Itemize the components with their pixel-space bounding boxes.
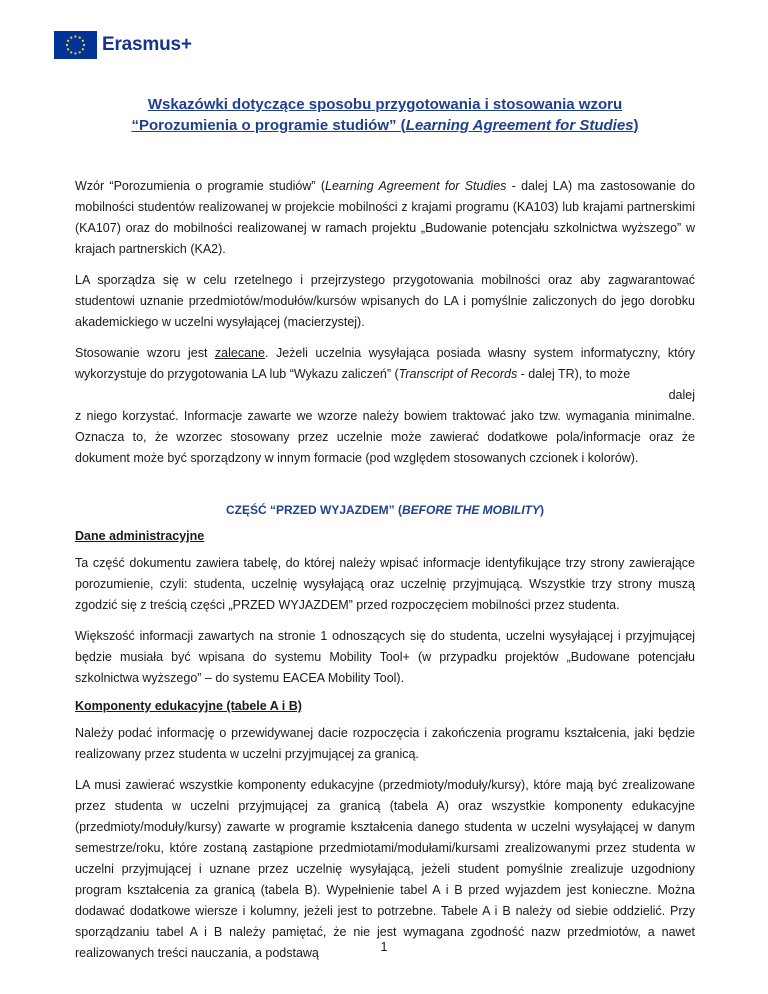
admin-paragraph-2: Większość informacji zawartych na stronie 1 odnoszących się do studenta, uczelni wysyłającej i przyjmującej będzie musiała być wpisana do systemu Mobility Tool+ (w przypadku projektów „Budowane potencjału szkolnictwa wyższego” – do systemu EACEA Mobility Tool). bbox=[75, 629, 695, 685]
intro-paragraph-3: Stosowanie wzoru jest zalecane. Jeżeli uczelnia wysyłająca posiada własny system informatyczny, który wykorzystuje do przygotowania LA lub “Wykazu zaliczeń” (Transcript of Records - dalej TR), to może dalej z niego korzystać. Informacje zawarte we wzorze należy bowiem traktować jako tzw. wymagania minimalne. Oznacza to, że wzorzec stosowany przez uczelnie może zawierać dodatkowe pola/informacje oraz że dokument może być sporządzony w innym formacie (pod względem stosowanych czcionek i kolorów). bbox=[75, 346, 695, 465]
subheading-administrative-data: Dane administracyjne bbox=[75, 529, 205, 543]
eu-flag-icon bbox=[54, 31, 97, 59]
document-body bbox=[75, 94, 695, 964]
brand-name: Erasmus+ bbox=[102, 34, 192, 55]
components-paragraph-1: Należy podać informację o przewidywanej dacie rozpoczęcia i zakończenia programu kształcenia, jaki będzie realizowany przez studenta w uczelni przyjmującej za granicą. bbox=[75, 726, 695, 761]
document-title bbox=[75, 94, 695, 136]
intro-paragraph-1: Wzór “Porozumienia o programie studiów” (Learning Agreement for Studies - dalej LA) ma zastosowanie do mobilności studentów realizowanej w projekcie mobilności z krajami programu (KA103) lub krajami partnerskimi (KA107) oraz do mobilności realizowanej w ramach projektu „Budowanie potencjału szkolnictwa wyższego” w krajach partnerskich (KA2). bbox=[75, 179, 695, 256]
subheading-educational-components: Komponenty edukacyjne (tabele A i B) bbox=[75, 699, 302, 713]
admin-paragraph-1: Ta część dokumentu zawiera tabelę, do której należy wpisać informacje identyfikujące trzy strony zawierające porozumienie, czyli: studenta, uczelnię wysyłającą oraz uczelnię przyjmującą. Wszystkie trzy strony muszą zgodzić się z treścią części „PRZED WYJAZDEM” przed rozpoczęciem mobilności przez studenta. bbox=[75, 556, 695, 612]
title-line-1: Wskazówki dotyczące sposobu przygotowania i stosowania wzoru bbox=[147, 96, 623, 113]
erasmus-logo bbox=[54, 31, 192, 59]
intro-paragraph-3-stretch: dalej bbox=[668, 388, 695, 402]
components-paragraph-2: LA musi zawierać wszystkie komponenty edukacyjne (przedmioty/moduły/kursy), które mają być zrealizowane przez studenta w uczelni przyjmującej za granicą (tabela A) oraz wszystkie komponenty edukacyjne (przedmioty/moduły/kursy) zawarte w programie kształcenia danego studenta w uczelni wysyłającej w danym semestrze/roku, które zostaną zastąpione przedmiotami/modułami/kursami zrealizowanymi przez studenta w uczelni przyjmującej i uznane przez uczelnię wysyłającą, jeżeli student pomyślnie zrealizuje uzgodniony program kształcenia za granicą (tabela B). Wypełnienie tabel A i B przed wyjazdem jest konieczne. Można dodawać dodatkowe wiersze i kolumny, jeżeli jest to potrzebne. Tabele A i B należy od siebie oddzielić. Przy sporządzaniu tabel A i B należy pamiętać, że nie jest wymagana zgodność nazw przedmiotów, a nawet realizowanych treści nauczania, a podstawą bbox=[75, 778, 695, 960]
section-heading: CZĘŚĆ “PRZED WYJAZDEM” (BEFORE THE MOBILITY) bbox=[225, 503, 544, 517]
title-line-2: “Porozumienia o programie studiów” (Learning Agreement for Studies) bbox=[131, 117, 639, 134]
intro-paragraph-2: LA sporządza się w celu rzetelnego i przejrzystego przygotowania mobilności oraz aby zagwarantować studentowi uznanie przedmiotów/modułów/kursów wpisanych do LA i pomyślnie zaliczonych do jego dorobku akademickiego w uczelni wysyłającej (macierzystej). bbox=[75, 273, 695, 329]
page-number: 1 bbox=[380, 940, 388, 954]
